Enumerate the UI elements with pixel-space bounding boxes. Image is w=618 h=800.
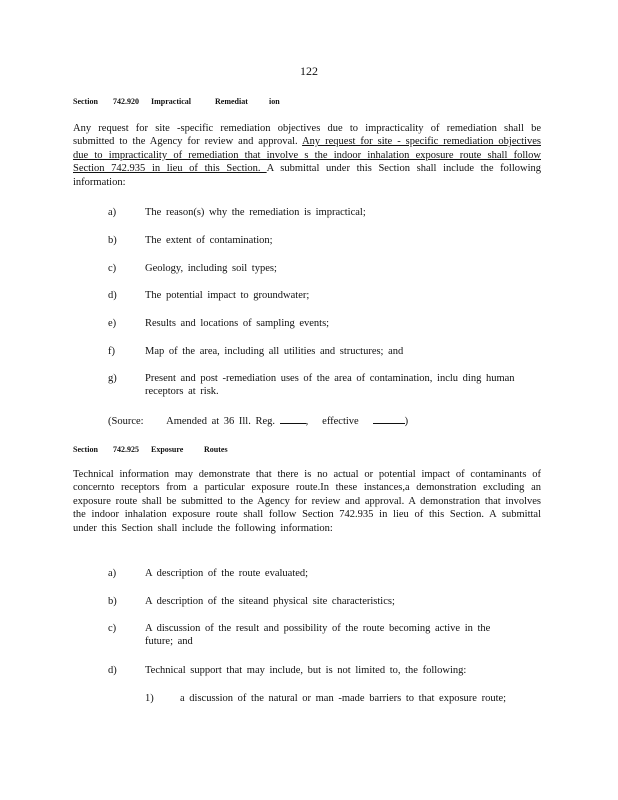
intro-underlined-text: Any request for site - specific remediation objectives due to impracticality of remediation that involve s the indoor inhalation exposure route shall follow Section 742.935 in lieu of this Section. — [73, 136, 541, 175]
section2-intro-paragraph: Technical information may demonstrate that there is no actual or potential impact of contaminants of concernto receptors from a particular exposure route.In these instances,a demonstration excluding an exposure route shall be submitted to the Agency for review and approval. A demonstration that involves the indoor inhalation exposure route shall follow Section 742.935 in lieu of this Section. A submittal under this Section shall include the following information: — [73, 469, 541, 534]
source-note — [108, 414, 408, 427]
list-marker: d) — [108, 290, 117, 301]
list-text: Results and locations of sampling events; — [145, 318, 330, 329]
list-item — [108, 206, 538, 219]
list-item — [108, 234, 538, 247]
list-text: The reason(s) why the remediation is impractical; — [145, 207, 366, 218]
list-text: A description of the route evaluated; — [145, 568, 309, 579]
source-amended: Amended at 36 Ill. Reg. — [166, 416, 276, 427]
heading-word: Routes — [204, 445, 228, 454]
list-text: The potential impact to groundwater; — [145, 290, 310, 301]
list-marker: c) — [108, 263, 117, 274]
sub-list-item — [145, 692, 525, 705]
heading-word: Exposure — [151, 445, 184, 454]
blank-line — [373, 414, 405, 424]
list-text: Map of the area, including all utilities and structures; and — [145, 346, 404, 357]
list-text: The extent of contamination; — [145, 235, 273, 246]
list-marker: b) — [108, 235, 117, 246]
list-marker: c) — [108, 623, 117, 634]
list-text: a discussion of the natural or man -made barriers to that exposure route; — [180, 693, 507, 704]
list-marker: e) — [108, 318, 117, 329]
list-item — [108, 317, 538, 330]
heading-number: 742.925 — [113, 445, 139, 454]
list-text: Geology, including soil types; — [145, 263, 277, 274]
list-marker: a) — [108, 207, 117, 218]
list-marker: b) — [108, 596, 117, 607]
list-item — [108, 567, 538, 580]
section1-intro-paragraph — [73, 122, 541, 189]
heading-word: Section — [73, 97, 98, 106]
section-heading-742-920 — [73, 97, 280, 106]
list-marker: f) — [108, 346, 115, 357]
list-text: Present and post -remediation uses of the area of contamination, inclu ding human receptors at risk. — [145, 373, 515, 397]
blank-line — [280, 414, 306, 424]
list-item — [108, 262, 538, 275]
list-text: A description of the siteand physical site characteristics; — [145, 596, 395, 607]
list-marker: a) — [108, 568, 117, 579]
list-item — [108, 622, 538, 648]
section-heading-742-925 — [73, 445, 228, 454]
heading-word: Impractical — [151, 97, 191, 106]
list-marker: g) — [108, 373, 117, 384]
heading-word: Remediat — [215, 97, 248, 106]
source-effective: effective — [322, 416, 359, 427]
intro-text: Any request for site -specific remediation objectives due to impracticality of remediation shall be submitted to the Agency for review and approval. — [73, 123, 541, 148]
list-item — [108, 345, 538, 358]
source-prefix: (Source: — [108, 416, 144, 427]
list-marker: d) — [108, 665, 117, 676]
list-marker: 1) — [145, 693, 154, 704]
source-suffix: ) — [404, 416, 409, 427]
page-number: 122 — [300, 64, 318, 78]
list-text: A discussion of the result and possibility of the route becoming active in the future; and — [145, 623, 491, 647]
list-item — [108, 372, 538, 398]
heading-number: 742.920 — [113, 97, 139, 106]
list-item — [108, 289, 538, 302]
source-comma: , — [305, 416, 309, 427]
heading-word: ion — [269, 97, 280, 106]
list-item — [108, 664, 538, 677]
heading-word: Section — [73, 445, 98, 454]
list-item — [108, 595, 538, 608]
intro-text: A submittal under this Section shall include the following information: — [73, 163, 541, 188]
list-text: Technical support that may include, but is not limited to, the following: — [145, 665, 467, 676]
